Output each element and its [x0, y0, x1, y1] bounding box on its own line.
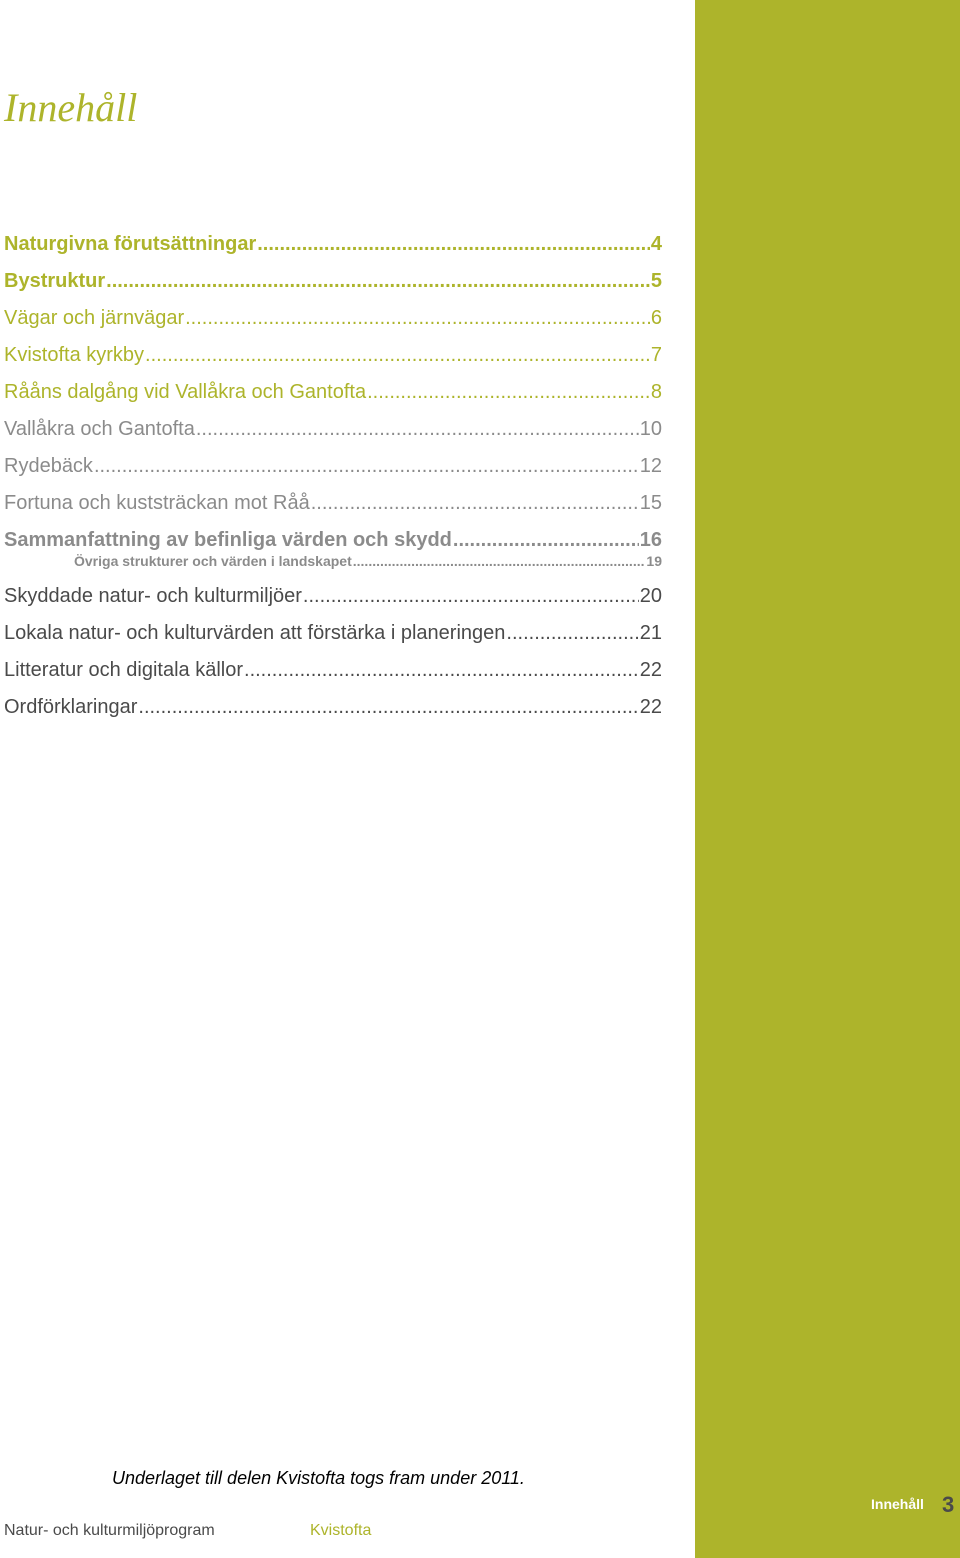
- toc-label: Lokala natur- och kulturvärden att förstärka i planeringen: [4, 622, 506, 644]
- note-text: Underlaget till delen Kvistofta togs fram under 2011.: [112, 1468, 525, 1488]
- toc-label: Vallåkra och Gantofta: [4, 418, 195, 440]
- toc-entry-raans-dalgang[interactable]: [4, 379, 662, 405]
- toc-leader: [367, 379, 650, 405]
- footer-publication: Natur- och kulturmiljöprogram: [4, 1522, 215, 1539]
- toc-entry-vagar[interactable]: [4, 305, 662, 331]
- toc-page-number: 21: [639, 622, 662, 644]
- toc-leader: [257, 231, 650, 257]
- toc-leader: [106, 268, 650, 294]
- toc-entry-litteratur[interactable]: [4, 657, 662, 683]
- toc-label: Naturgivna förutsättningar: [4, 233, 257, 255]
- toc-entry-kvistofta-kyrkby[interactable]: [4, 342, 662, 368]
- toc-label: Skyddade natur- och kulturmiljöer: [4, 585, 302, 607]
- toc-entry-ordforklaringar[interactable]: [4, 694, 662, 720]
- toc-label: Rydebäck: [4, 455, 93, 477]
- toc-page-number: 22: [639, 659, 662, 681]
- toc-page-number: 10: [639, 418, 662, 440]
- toc-page-number: 8: [650, 381, 662, 403]
- toc-label: Fortuna och kuststräckan mot Råå: [4, 492, 310, 514]
- toc-entry-skyddade[interactable]: [4, 583, 662, 609]
- toc-leader: [138, 694, 638, 720]
- toc-leader: [185, 305, 650, 331]
- toc-leader: [196, 416, 639, 442]
- toc-page-number: 16: [639, 529, 662, 551]
- toc-leader: [506, 620, 638, 646]
- page-title: Innehåll: [4, 85, 138, 130]
- toc-leader: [303, 583, 639, 609]
- toc-page-number: 7: [650, 344, 662, 366]
- toc-label: Kvistofta kyrkby: [4, 344, 145, 366]
- toc-leader: [353, 552, 646, 570]
- toc-entry-sammanfattning[interactable]: [4, 527, 662, 553]
- toc-page-number: 6: [650, 307, 662, 329]
- toc-label: Ordförklaringar: [4, 696, 138, 718]
- toc-entry-vallakra[interactable]: [4, 416, 662, 442]
- toc-page-number: 4: [650, 233, 662, 255]
- toc-leader: [145, 342, 650, 368]
- toc-label: Bystruktur: [4, 270, 106, 292]
- toc-leader: [244, 657, 639, 683]
- toc-page-number: 5: [650, 270, 662, 292]
- toc-page-number: 15: [639, 492, 662, 514]
- toc-label: Övriga strukturer och värden i landskapet: [74, 553, 352, 569]
- toc-entry-fortuna[interactable]: [4, 490, 662, 516]
- toc-label: Rååns dalgång vid Vallåkra och Gantofta: [4, 381, 367, 403]
- toc-leader: [94, 453, 639, 479]
- toc-entry-rydeback[interactable]: [4, 453, 662, 479]
- toc-page-number: 22: [639, 696, 662, 718]
- footer-page-number: 3: [942, 1492, 955, 1517]
- toc-leader: [311, 490, 639, 516]
- toc-entry-naturgivna[interactable]: [4, 231, 662, 257]
- toc-label: Vägar och järnvägar: [4, 307, 185, 329]
- toc-page-number: 12: [639, 455, 662, 477]
- footer-area: Kvistofta: [310, 1522, 372, 1539]
- toc-leader: [453, 527, 639, 553]
- footer-section: Innehåll: [871, 1496, 924, 1512]
- toc-label: Litteratur och digitala källor: [4, 659, 244, 681]
- toc-page-number: 20: [639, 585, 662, 607]
- toc-subentry-ovriga-strukturer[interactable]: [74, 552, 662, 570]
- green-sidebar-band: [695, 0, 960, 1558]
- toc-page-number: 19: [646, 553, 662, 569]
- toc-entry-lokala[interactable]: [4, 620, 662, 646]
- toc-entry-bystruktur[interactable]: [4, 268, 662, 294]
- toc-label: Sammanfattning av befinliga värden och skydd: [4, 529, 452, 551]
